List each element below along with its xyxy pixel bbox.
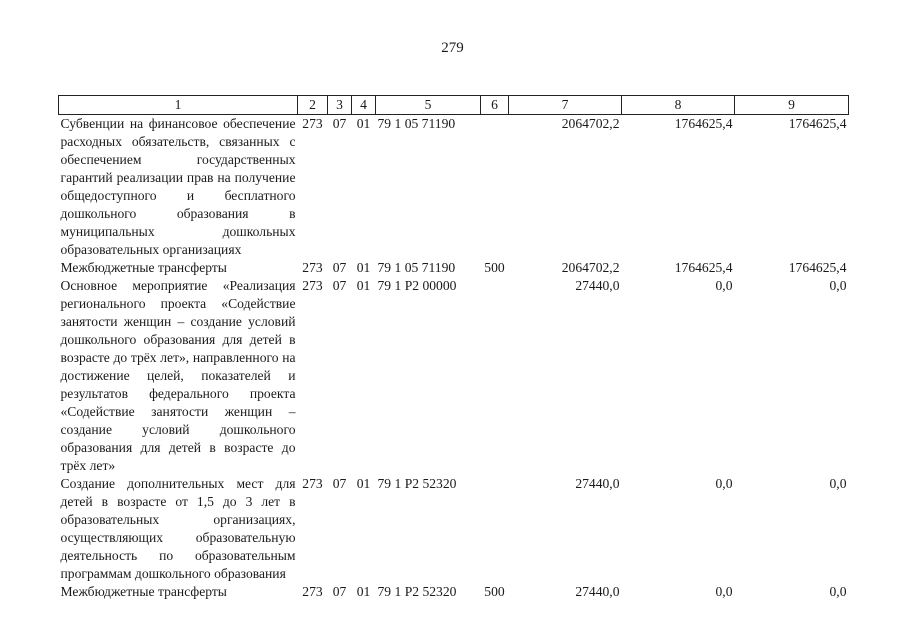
cell-col3: 07	[332, 278, 347, 293]
row-name: Создание дополнительных мест для детей в возрасте от 1,5 до 3 лет в образовательных организациях, осуществляющих образовательную деятельность по образовательным программам дошкольного образования	[60, 476, 296, 581]
row-name: Основное мероприятие «Реализация регионального проекта «Содействие занятости женщин – создание условий дошкольного образования для детей в возрасте до трёх лет», направленного на достижение целей, показателей и результатов федерального проекта «Содействие занятости женщин – создание условий дошкольного образования для детей в возрасте до трёх лет»	[60, 278, 296, 473]
row-name: Межбюджетные трансферты	[60, 584, 227, 599]
cell-col6	[481, 475, 509, 583]
cell-col9: 1764625,4	[788, 116, 847, 131]
table-row	[59, 115, 849, 260]
column-header-1: 1	[59, 96, 298, 115]
table-row	[59, 277, 849, 475]
cell-col4: 01	[356, 584, 371, 599]
cell-col5: 79 1 P2 52320	[377, 584, 457, 599]
cell-col2: 273	[302, 116, 323, 131]
cell-col5: 79 1 P2 52320	[377, 476, 457, 491]
column-header-7: 7	[509, 96, 622, 115]
cell-col9: 0,0	[829, 476, 847, 491]
column-header-9: 9	[735, 96, 849, 115]
cell-col8: 0,0	[715, 278, 733, 293]
cell-col9: 0,0	[829, 584, 847, 599]
cell-col8: 0,0	[715, 584, 733, 599]
cell-col4: 01	[356, 476, 371, 491]
column-header-5: 5	[376, 96, 481, 115]
cell-col3: 07	[332, 116, 347, 131]
page-number: 279	[441, 40, 464, 56]
table-header-row	[59, 96, 849, 115]
column-header-2: 2	[298, 96, 328, 115]
cell-col8: 1764625,4	[674, 116, 733, 131]
cell-col4: 01	[356, 116, 371, 131]
cell-col9: 0,0	[829, 278, 847, 293]
cell-col8: 1764625,4	[674, 260, 733, 275]
cell-col2: 273	[302, 260, 323, 275]
cell-col3: 07	[332, 584, 347, 599]
cell-col7: 27440,0	[575, 476, 620, 491]
cell-col5: 79 1 P2 00000	[377, 278, 457, 293]
cell-col4: 01	[356, 278, 371, 293]
table-row	[59, 583, 849, 601]
cell-col2: 273	[302, 584, 323, 599]
budget-table	[58, 95, 849, 601]
cell-col2: 273	[302, 476, 323, 491]
cell-col6	[481, 115, 509, 260]
column-header-8: 8	[622, 96, 735, 115]
column-header-3: 3	[328, 96, 352, 115]
cell-col9: 1764625,4	[788, 260, 847, 275]
row-name: Межбюджетные трансферты	[60, 260, 227, 275]
cell-col6	[481, 277, 509, 475]
cell-col7: 2064702,2	[561, 116, 620, 131]
cell-col3: 07	[332, 476, 347, 491]
table-row	[59, 475, 849, 583]
row-name: Субвенции на финансовое обеспечение расходных обязательств, связанных с обеспечением государственных гарантий реализации прав на получение общедоступного и бесплатного дошкольного образования в муниципальных дошкольных образовательных организациях	[60, 116, 296, 257]
column-header-4: 4	[352, 96, 376, 115]
cell-col7: 2064702,2	[561, 260, 620, 275]
table-row	[59, 259, 849, 277]
cell-col3: 07	[332, 260, 347, 275]
cell-col7: 27440,0	[575, 278, 620, 293]
cell-col6: 500	[484, 584, 505, 599]
column-header-6: 6	[481, 96, 509, 115]
cell-col2: 273	[302, 278, 323, 293]
cell-col5: 79 1 05 71190	[377, 260, 456, 275]
cell-col7: 27440,0	[575, 584, 620, 599]
cell-col5: 79 1 05 71190	[377, 116, 456, 131]
cell-col8: 0,0	[715, 476, 733, 491]
cell-col4: 01	[356, 260, 371, 275]
cell-col6: 500	[484, 260, 505, 275]
